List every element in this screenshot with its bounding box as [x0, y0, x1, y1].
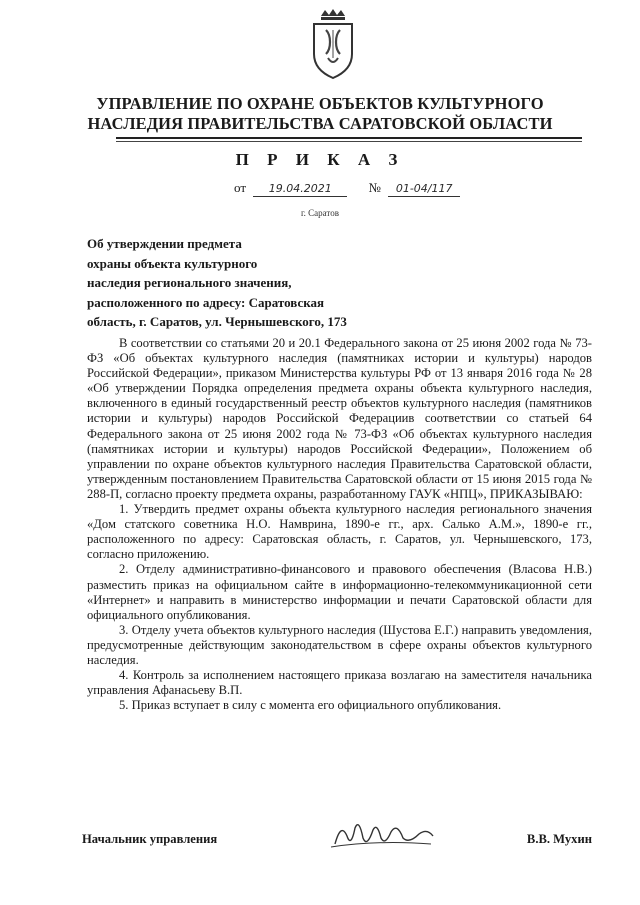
clause-paragraph: 5. Приказ вступает в силу с момента его официального опубликования.: [119, 698, 502, 713]
clause-paragraph: 2. Отделу административно-финансового и правового обеспечения (Власова Н.В.) разместить приказ на официальном сайте в информационно-телекоммуникационной сети «Интернет» и направить в министерство информации и печати Саратовской области для официального опубликования.: [87, 562, 592, 622]
order-body: [87, 336, 592, 713]
order-subject: [87, 234, 487, 332]
signatory-title: Начальник управления: [82, 832, 218, 846]
handwritten-signature-icon: [327, 814, 437, 854]
header-divider-thin: [116, 141, 582, 142]
saratov-coat-of-arms-icon: [308, 8, 358, 80]
signatory-name: В.В. Мухин: [526, 832, 592, 846]
document-type-title: П Р И К А З: [235, 150, 405, 169]
agency-name-line1: УПРАВЛЕНИЕ ПО ОХРАНЕ ОБЪЕКТОВ КУЛЬТУРНОГО: [96, 94, 544, 113]
date-number-line: [234, 180, 460, 197]
number-prefix: №: [368, 180, 381, 195]
header-divider-thick: [116, 137, 582, 139]
date-prefix: от: [234, 180, 247, 195]
agency-name-line2: НАСЛЕДИЯ ПРАВИТЕЛЬСТВА САРАТОВСКОЙ ОБЛАСТИ: [87, 114, 553, 133]
city-label: г. Саратов: [301, 208, 339, 218]
signature-block: [82, 822, 592, 862]
order-date: 19.04.2021: [253, 182, 347, 197]
clause-paragraph: 3. Отделу учета объектов культурного наследия (Шустова Е.Г.) направить уведомления, предусмотренные действующим законодательством в сфере охраны объектов культурного наследия.: [87, 622, 592, 667]
subject-line: охраны объекта культурного: [87, 255, 258, 271]
clause-paragraph: 1. Утвердить предмет охраны объекта культурного наследия регионального значения «Дом статского советника Н.О. Намврина, 1890-е гг., арх. Салько А.М.», 1890-е гг., расположенного по адресу: Саратовская область, г. Саратов, ул. Чернышевского, 173, согласно приложению.: [87, 502, 592, 562]
order-number: 01-04/117: [388, 182, 460, 197]
clause-paragraph: 4. Контроль за исполнением настоящего приказа возлагаю на заместителя начальника управления Афанасьеву В.П.: [87, 668, 592, 698]
subject-line: область, г. Саратов, ул. Чернышевского, 173: [87, 314, 347, 330]
agency-name: [0, 94, 640, 134]
subject-line: расположенного по адресу: Саратовская: [87, 294, 325, 310]
subject-line: наследия регионального значения,: [87, 275, 292, 291]
preamble-paragraph: В соответствии со статьями 20 и 20.1 Федерального закона от 25 июня 2002 года № 73-ФЗ «Об объектах культурного наследия (памятниках истории и культуры) народов Российской Федерации», приказом Министерства культуры РФ от 13 января 2016 года № 28 «Об утверждении Порядка определения предмета охраны объекта культурного наследия, включенного в единый государственный реестр объектов культурного наследия (памятников истории и культуры) народов Российской Федерациив соответствии со статьей 64 Федерального закона от 25 июня 2002 года № 73-ФЗ «Об объектах культурного наследия (памятниках истории и культуры) народов Российской Федерации», Положением об управлении по охране объектов культурного наследия Правительства Саратовской области, утвержденным постановлением Правительства Саратовской области от 15 июня 2015 года № 288-П, согласно проекту предмета охраны, разработанному ГАУК «НПЦ», ПРИКАЗЫВАЮ:: [87, 336, 592, 501]
subject-line: Об утверждении предмета: [87, 236, 242, 251]
